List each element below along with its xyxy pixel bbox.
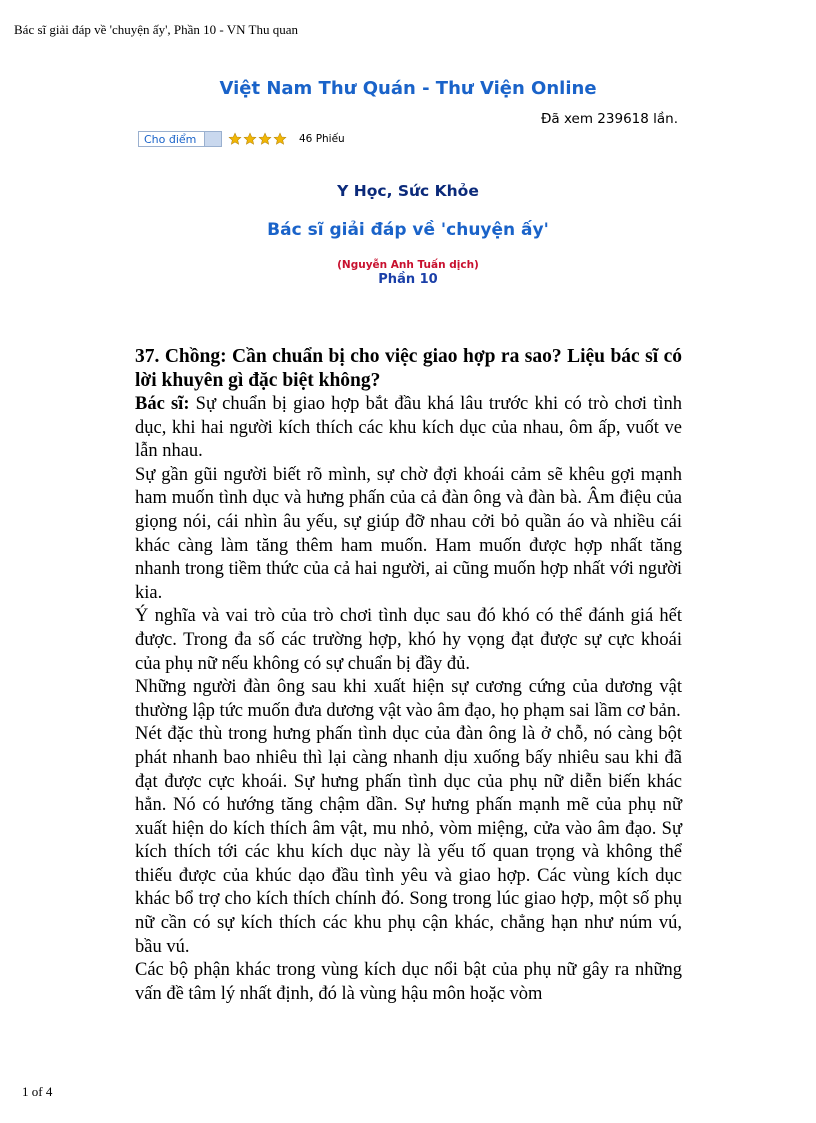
rating-bar [138,130,345,148]
star-icon[interactable] [228,132,242,146]
speaker-label: Bác sĩ: [135,394,190,414]
body-paragraph: Những người đàn ông sau khi xuất hiện sự cương cứng của dương vật thường lập tức muốn đưa dương vật vào âm đạo, họ phạm sai lầm cơ bản. [135,677,682,721]
rating-stars [228,132,287,146]
rate-select-label: Cho điểm [144,132,197,146]
answer-paragraph [135,393,682,464]
view-count: Đã xem 239618 lần. [540,111,678,127]
body-paragraph: Nét đặc thù trong hưng phấn tình dục của đàn ông là ở chỗ, nó càng bột phát nhanh bao nhiêu thì lại càng nhanh dịu xuống bấy nhiêu sau khi đã đạt được cực khoái. Sự hưng phấn tình dục của phụ nữ diễn biến khác hẳn. Nó có hướng tăng chậm dần. Sự hưng phấn mạnh mẽ của phụ nữ xuất hiện do kích thích âm vật, mu nhỏ, vòm miệng, cửa vào âm đạo. Sự kích thích tới các khu kích dục này là yếu tố quan trọng và không thể thiếu được của khúc dạo đầu tình yêu và giao hợp. Các vùng kích dục khác bổ trợ cho kích thích chính đó. Song trong lúc giao hợp, một số phụ nữ cần có sự kích thích các khu phụ cận khác, chẳng hạn như núm vú, bầu vú. [135,724,682,957]
print-header: Bác sĩ giải đáp về 'chuyện ấy', Phần 10 - VN Thu quan [14,22,299,37]
page-number: 1 of 4 [22,1084,53,1099]
vote-count: 46 Phiếu [299,133,345,145]
answer-text: Sự chuẩn bị giao hợp bắt đầu khá lâu trước khi có trò chơi tình dục, khi hai người kích thích các khu kích dục của nhau, ôm ấp, vuốt ve lẫn nhau. [135,394,682,462]
category-heading: Y Học, Sức Khỏe [337,182,479,200]
star-icon[interactable] [258,132,272,146]
dropdown-arrow-icon[interactable] [204,132,221,146]
body-paragraph: Các bộ phận khác trong vùng kích dục nổi bật của phụ nữ gây ra những vấn đề tâm lý nhất định, đó là vùng hậu môn hoặc vòm [135,960,682,1004]
site-title[interactable]: Việt Nam Thư Quán - Thư Viện Online [219,78,597,99]
article-body [135,345,682,1006]
body-paragraph: Sự gần gũi người biết rõ mình, sự chờ đợi khoái cảm sẽ khêu gợi mạnh ham muốn tình dục và hưng phấn của cả đàn ông và đàn bà. Âm điệu của giọng nói, cái nhìn âu yếu, sự giúp đỡ nhau cởi bỏ quần áo và nhiều cái khác càng làm tăng thêm ham muốn. Ham muốn được hợp nhất tăng nhanh trong tiềm thức của cả hai người, ai cũng muốn hợp nhất với người kia. [135,464,682,603]
part-number: Phần 10 [378,272,438,287]
question-heading: 37. Chồng: Cần chuẩn bị cho việc giao hợp ra sao? Liệu bác sĩ có lời khuyên gì đặc biệt không? [135,346,682,391]
body-paragraph: Ý nghĩa và vai trò của trò chơi tình dục sau đó khó có thể đánh giá hết được. Trong đa số các trường hợp, khó hy vọng đạt được sự cực khoái của phụ nữ nếu không có sự chuẩn bị đầy đủ. [135,606,682,674]
rate-select[interactable] [138,131,222,147]
translator-credit: (Nguyễn Anh Tuấn dịch) [337,259,479,271]
star-icon[interactable] [243,132,257,146]
book-title: Bác sĩ giải đáp về 'chuyện ấy' [267,220,549,240]
star-icon[interactable] [273,132,287,146]
